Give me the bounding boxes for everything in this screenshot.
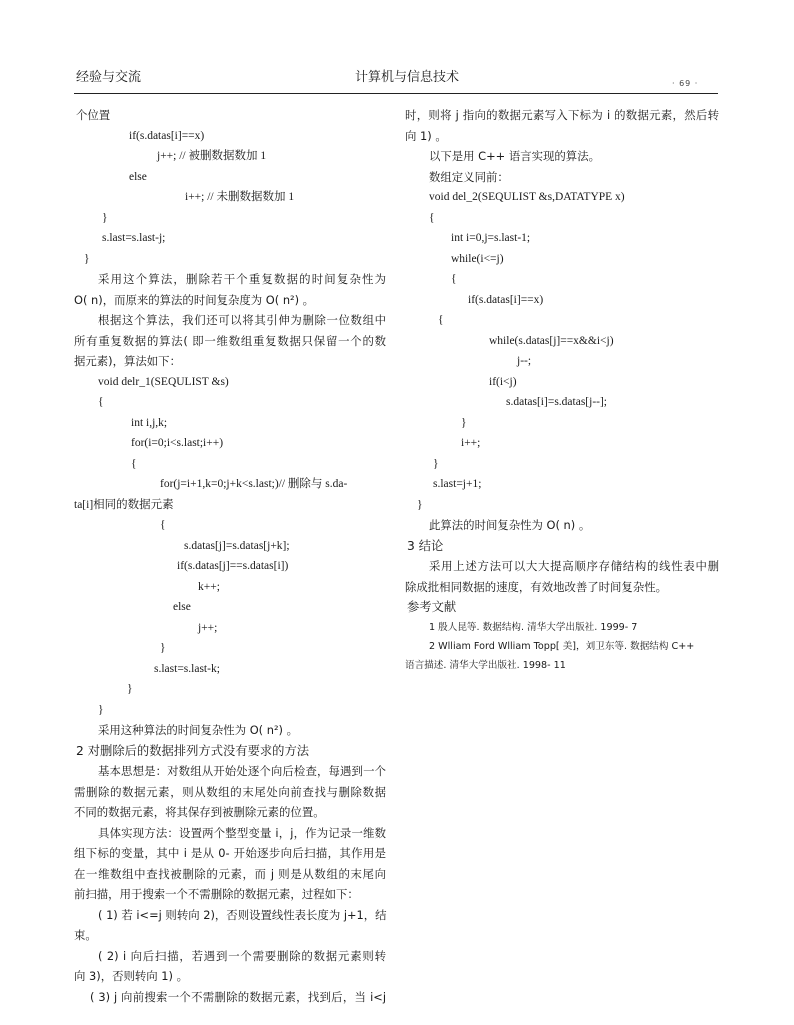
text-line: 时，则将 j 指向的数据元素写入下标为 i 的数据元素，然后转 — [405, 108, 719, 122]
code-line: } — [417, 498, 423, 511]
code-line: s.last=s.last-k; — [154, 662, 220, 675]
code-line: { — [98, 396, 104, 408]
running-header-journal: 计算机与信息技术 — [355, 70, 460, 85]
code-line: for(i=0;i<s.last;i++) — [131, 437, 224, 449]
text-line: ( 3) j 向前搜索一个不需删除的数据元素，找到后，当 i<j — [90, 989, 386, 1004]
code-line: { — [429, 211, 435, 224]
code-line: } — [98, 703, 104, 716]
text-line: 此算法的时间复杂性为 O( n) 。 — [429, 518, 591, 532]
code-line: j++; — [198, 621, 218, 634]
left-column — [74, 105, 386, 1007]
references-heading: 参考文献 — [407, 600, 457, 614]
header-rule — [74, 93, 718, 94]
text-line: 采用这个算法，删除若干个重复数据的时间复杂性为 — [98, 272, 386, 286]
code-line: } — [84, 252, 90, 265]
page-number: · 69 · — [672, 79, 699, 88]
text-line: 需删除的数据元素，则从数组的末尾处向前查找与删除数据 — [74, 784, 386, 799]
code-line: else — [173, 601, 191, 613]
text-line: 在一维数组中查找被删除的元素，而 j 则是从数组的末尾向 — [74, 866, 386, 881]
code-line: while(i<=j) — [451, 252, 504, 265]
code-line: if(s.datas[i]==x) — [468, 293, 544, 306]
code-line: j++; // 被删数据数加 1 — [157, 150, 267, 162]
code-line: s.datas[i]=s.datas[j--]; — [506, 396, 608, 408]
section-heading: 2 对删除后的数据排列方式没有要求的方法 — [76, 743, 310, 758]
code-line: if(s.datas[i]==x) — [129, 129, 205, 142]
text-line: 束。 — [74, 928, 97, 942]
running-header-section: 经验与交流 — [76, 70, 142, 85]
text-line: 根据这个算法，我们还可以将其引伸为删除一位数组中 — [98, 313, 386, 327]
code-line: j--; — [517, 355, 532, 367]
reference-item: 语言描述. 清华大学出版社. 1998- 11 — [405, 659, 566, 671]
right-column — [405, 105, 719, 675]
text-line: 具体实现方法：设置两个整型变量 i，j，作为记录一维数 — [98, 825, 386, 840]
text-line: 以下是用 C++ 语言实现的算法。 — [429, 149, 600, 163]
code-line: void del_2(SEQULIST &s,DATATYPE x) — [429, 191, 625, 203]
code-line: i++; — [461, 437, 481, 449]
text-line: 除成批相同数据的速度，有效地改善了时间复杂性。 — [405, 579, 667, 594]
code-line: if(s.datas[j]==s.datas[i]) — [177, 560, 289, 572]
text-line: 所有重复数据的算法( 即一维数组重复数据只保留一个的数 — [74, 333, 386, 348]
text-line: 前扫描，用于搜索一个不需删除的数据元素，过程如下： — [74, 887, 359, 901]
code-line: if(i<j) — [489, 375, 517, 388]
code-line: else — [129, 170, 147, 183]
code-line: ta[i]相同的数据元素 — [74, 498, 174, 511]
code-line: { — [160, 519, 166, 531]
code-line: } — [433, 457, 439, 470]
text-line: ( 1) 若 i<=j 则转向 2)，否则设置线性表长度为 j+1，结 — [98, 907, 387, 922]
reference-item: 1 殷人昆等. 数据结构. 清华大学出版社. 1999- 7 — [429, 621, 638, 633]
text-line: O( n)，而原来的算法的时间复杂度为 O( n²) 。 — [74, 292, 315, 307]
code-line: { — [438, 314, 444, 326]
text-line: 向 3)，否则转向 1) 。 — [74, 969, 188, 983]
text-line: 基本思想是：对数组从开始处逐个向后检查，每遇到一个 — [98, 764, 386, 778]
text-line: 采用这种算法的时间复杂性为 O( n²) 。 — [98, 723, 298, 737]
text-line: 采用上述方法可以大大提高顺序存储结构的线性表中删 — [429, 559, 719, 573]
text-line: 组下标的变量，其中 i 是从 0- 开始逐步向后扫描，其作用是 — [74, 846, 386, 860]
code-line: } — [127, 683, 133, 695]
code-line: int i,j,k; — [131, 416, 168, 429]
code-line: } — [102, 211, 108, 224]
text-line: ( 2) i 向后扫描，若遇到一个需要删除的数据元素则转 — [98, 948, 386, 963]
text-line: 不同的数据元素，将其保存到被删除元素的位置。 — [74, 805, 325, 819]
code-line: while(s.datas[j]==x&&i<j) — [489, 334, 614, 347]
code-line: s.last=j+1; — [433, 478, 482, 490]
code-line: { — [131, 457, 137, 470]
code-line: } — [461, 416, 467, 429]
text-line: 向 1) 。 — [405, 128, 447, 143]
section-heading: 3 结论 — [407, 538, 444, 553]
code-line: i++; // 未删数据数加 1 — [185, 191, 295, 203]
text-line: 据元素)，算法如下： — [74, 354, 181, 368]
code-line: int i=0,j=s.last-1; — [451, 232, 531, 244]
code-line: { — [451, 273, 457, 285]
code-line: k++; — [198, 580, 220, 593]
text-line: 个位置 — [76, 108, 111, 122]
text-line: 数组定义同前： — [429, 169, 509, 184]
code-line: s.datas[j]=s.datas[j+k]; — [184, 539, 290, 552]
code-line: void delr_1(SEQULIST &s) — [98, 375, 229, 388]
code-line: for(j=i+1,k=0;j+k<s.last;)// 删除与 s.da- — [160, 478, 348, 490]
code-line: s.last=s.last-j; — [102, 232, 166, 244]
reference-item: 2 Wlliam Ford Wlliam Topp[ 美]，刘卫东等. 数据结构 C++ — [429, 640, 695, 652]
code-line: } — [160, 642, 166, 654]
